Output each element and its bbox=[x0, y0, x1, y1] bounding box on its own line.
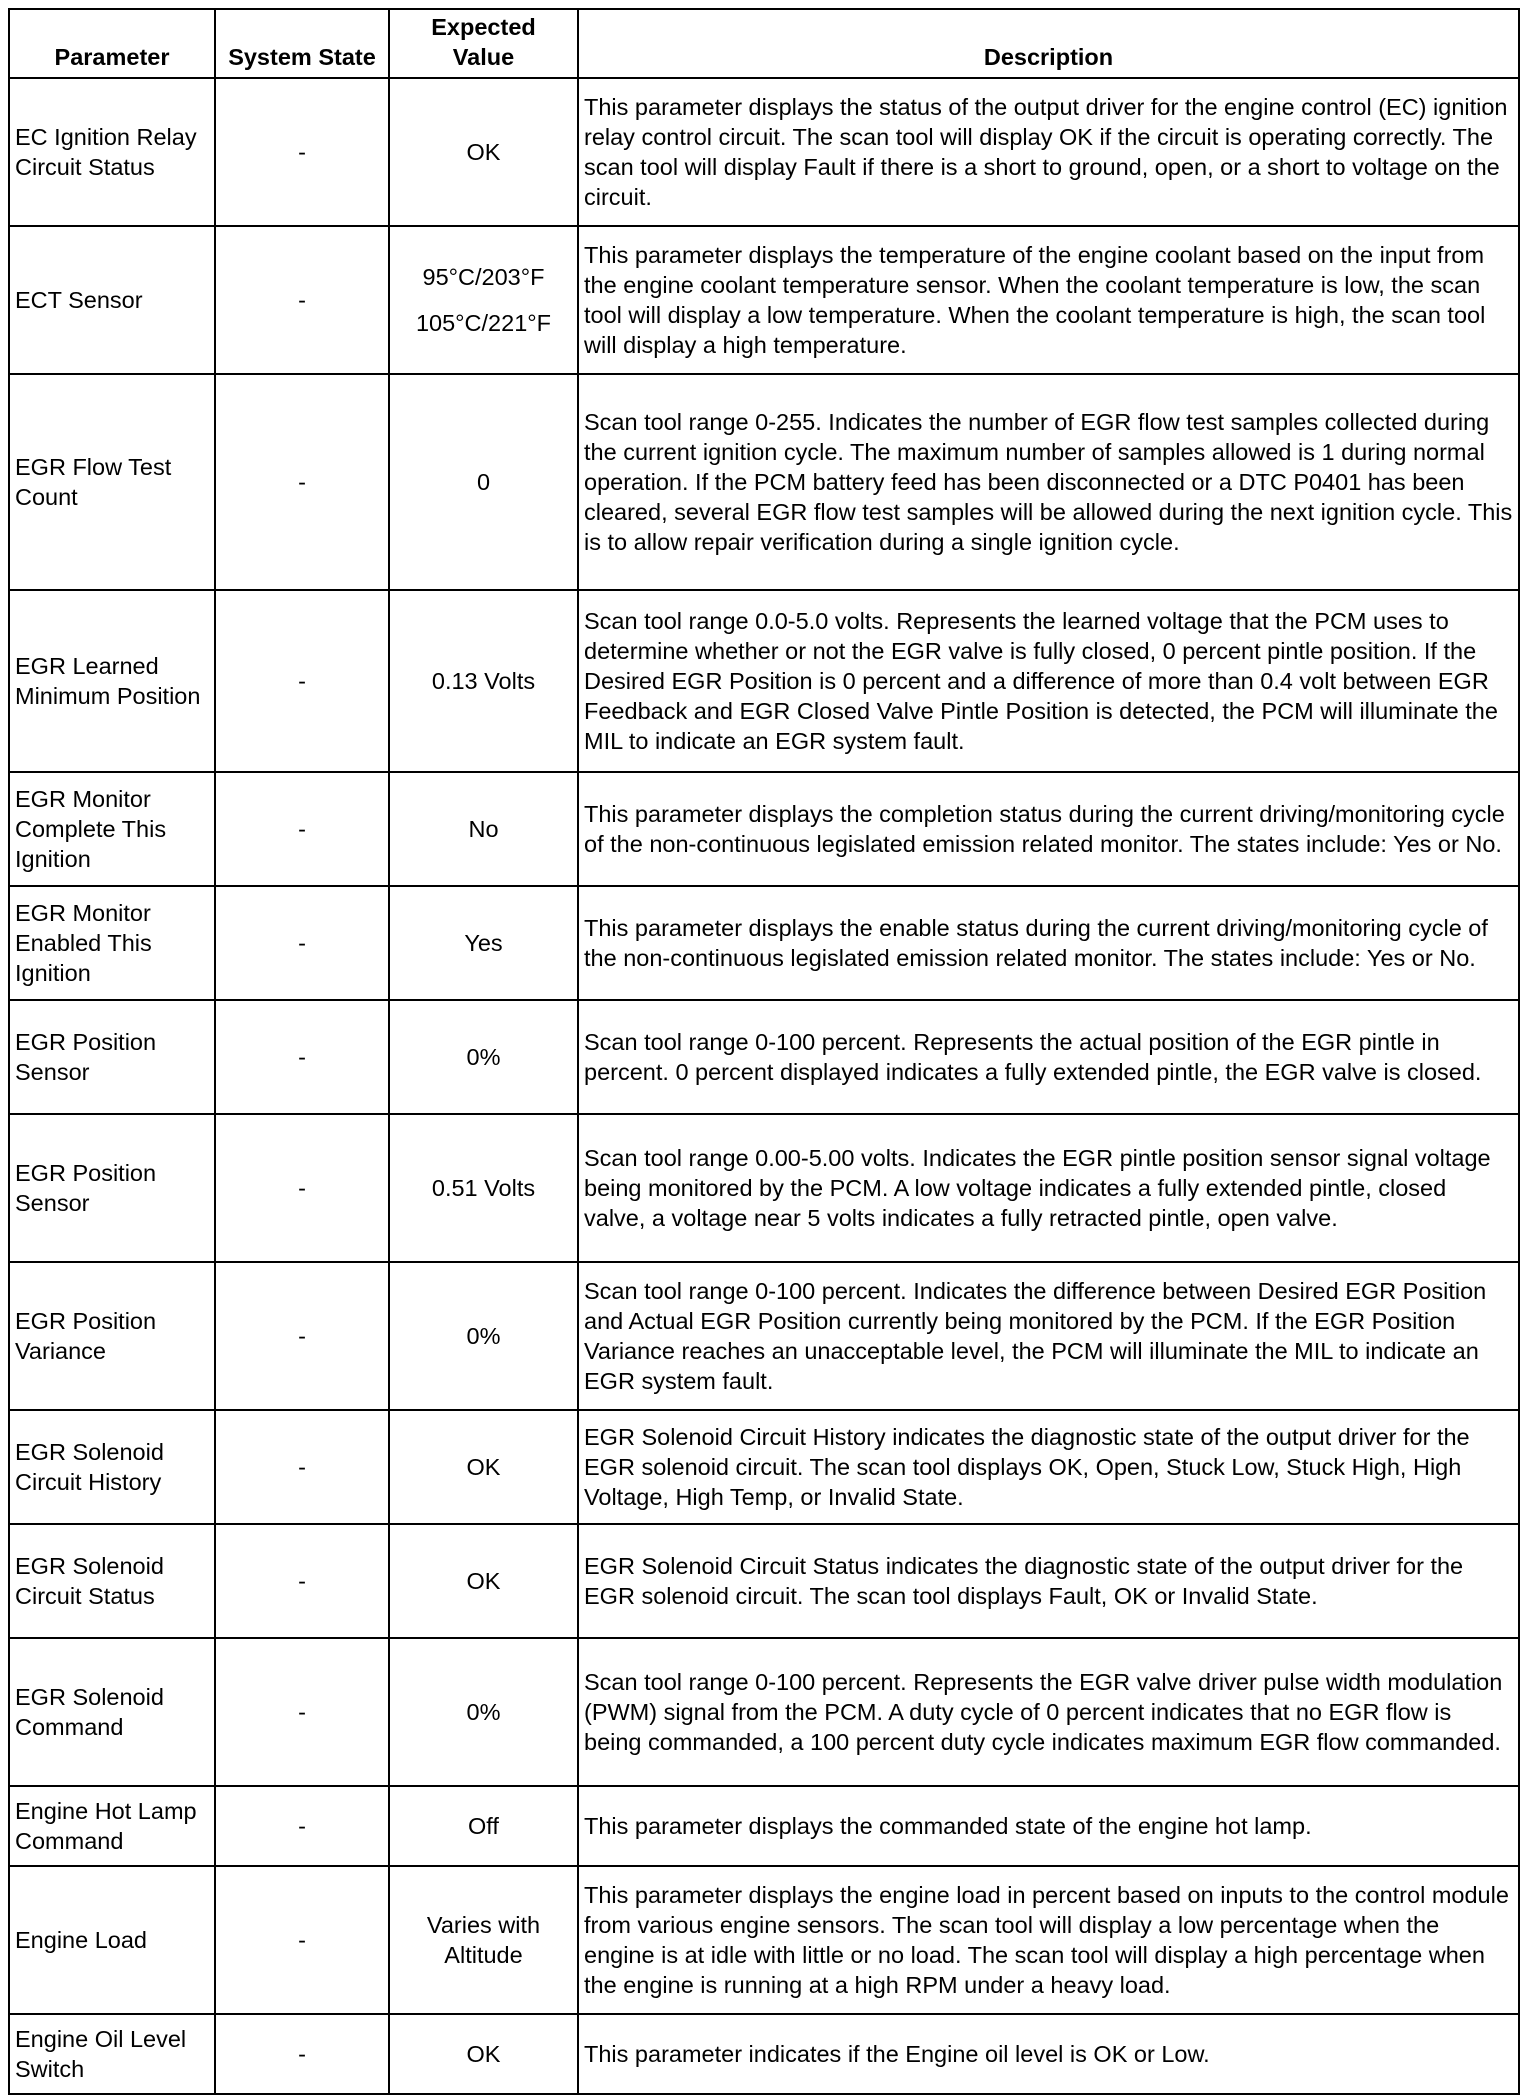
expected-value-line: Varies with Altitude bbox=[426, 1912, 541, 1968]
table-row bbox=[9, 772, 1519, 886]
cell-description: This parameter displays the temperature of the engine coolant based on the input from the engine coolant temperature sensor. When the coolant temperature is low, the scan tool will display a low temperature. When the coolant temperature is high, the scan tool will display a high temperature. bbox=[578, 226, 1519, 374]
cell-description: EGR Solenoid Circuit Status indicates the diagnostic state of the output driver for the EGR solenoid circuit. The scan tool displays Fault, OK or Invalid State. bbox=[578, 1524, 1519, 1638]
cell-parameter: EGR Position Sensor bbox=[9, 1114, 215, 1262]
cell-expected-value bbox=[389, 1000, 578, 1114]
table-row bbox=[9, 2014, 1519, 2094]
header-expected-value bbox=[389, 9, 578, 78]
cell-parameter: EGR Learned Minimum Position bbox=[9, 590, 215, 772]
cell-parameter: EGR Solenoid Command bbox=[9, 1638, 215, 1786]
cell-expected-value bbox=[389, 886, 578, 1000]
cell-expected-value bbox=[389, 1524, 578, 1638]
cell-description: This parameter displays the status of the output driver for the engine control (EC) ignition relay control circuit. The scan tool will display OK if the circuit is operating correctly. The scan tool will display Fault if there is a short to ground, open, or a short to voltage on the circuit. bbox=[578, 78, 1519, 226]
cell-parameter: EGR Monitor Complete This Ignition bbox=[9, 772, 215, 886]
cell-system-state: - bbox=[215, 78, 389, 226]
expected-value-line: Off bbox=[468, 1813, 499, 1839]
cell-system-state: - bbox=[215, 1262, 389, 1410]
cell-expected-value bbox=[389, 1114, 578, 1262]
expected-value-line: 0 bbox=[476, 469, 491, 495]
cell-expected-value bbox=[389, 1410, 578, 1524]
cell-expected-value bbox=[389, 2014, 578, 2094]
table-row bbox=[9, 226, 1519, 374]
table-row bbox=[9, 886, 1519, 1000]
cell-description: Scan tool range 0.00-5.00 volts. Indicates the EGR pintle position sensor signal voltage being monitored by the PCM. A low voltage indicates a fully extended pintle, closed valve, a voltage near 5 volts indicates a fully retracted pintle, open valve. bbox=[578, 1114, 1519, 1262]
table-body bbox=[9, 78, 1519, 2094]
expected-value-line: 0.51 Volts bbox=[431, 1175, 536, 1201]
cell-parameter: EGR Solenoid Circuit Status bbox=[9, 1524, 215, 1638]
cell-system-state: - bbox=[215, 1410, 389, 1524]
cell-system-state: - bbox=[215, 590, 389, 772]
table-row bbox=[9, 1524, 1519, 1638]
cell-description: This parameter displays the engine load in percent based on inputs to the control module from various engine sensors. The scan tool will display a low percentage when the engine is at idle with little or no load. The scan tool will display a high percentage when the engine is running at a high RPM under a heavy load. bbox=[578, 1866, 1519, 2014]
expected-value-line: OK bbox=[466, 1568, 501, 1594]
cell-parameter: EGR Flow Test Count bbox=[9, 374, 215, 590]
cell-parameter: EGR Position Sensor bbox=[9, 1000, 215, 1114]
table-row bbox=[9, 1262, 1519, 1410]
table-row bbox=[9, 1786, 1519, 1866]
cell-system-state: - bbox=[215, 1638, 389, 1786]
table-row bbox=[9, 590, 1519, 772]
expected-value-line: 0.13 Volts bbox=[431, 668, 536, 694]
cell-system-state: - bbox=[215, 1866, 389, 2014]
expected-value-line: 95°C/203°F bbox=[422, 264, 545, 290]
header-expected-line2: Value bbox=[452, 44, 515, 70]
expected-value-line: 0% bbox=[466, 1699, 501, 1725]
cell-description: Scan tool range 0-100 percent. Represents the actual position of the EGR pintle in percent. 0 percent displayed indicates a fully extended pintle, the EGR valve is closed. bbox=[578, 1000, 1519, 1114]
cell-description: EGR Solenoid Circuit History indicates the diagnostic state of the output driver for the EGR solenoid circuit. The scan tool displays OK, Open, Stuck Low, Stuck High, High Voltage, High Temp, or Invalid State. bbox=[578, 1410, 1519, 1524]
table-row bbox=[9, 1114, 1519, 1262]
expected-value-line: Yes bbox=[464, 930, 503, 956]
cell-description: This parameter displays the enable status during the current driving/monitoring cycle of the non-continuous legislated emission related monitor. The states include: Yes or No. bbox=[578, 886, 1519, 1000]
cell-parameter: EGR Monitor Enabled This Ignition bbox=[9, 886, 215, 1000]
cell-description: Scan tool range 0-255. Indicates the number of EGR flow test samples collected during the current ignition cycle. The maximum number of samples allowed is 1 during normal operation. If the PCM battery feed has been disconnected or a DTC P0401 has been cleared, several EGR flow test samples will be allowed during the next ignition cycle. This is to allow repair verification during a single ignition cycle. bbox=[578, 374, 1519, 590]
cell-parameter: Engine Load bbox=[9, 1866, 215, 2014]
cell-expected-value bbox=[389, 590, 578, 772]
page bbox=[8, 8, 1520, 2095]
cell-system-state: - bbox=[215, 374, 389, 590]
cell-expected-value bbox=[389, 1866, 578, 2014]
cell-parameter: Engine Oil Level Switch bbox=[9, 2014, 215, 2094]
cell-expected-value bbox=[389, 1638, 578, 1786]
table-header bbox=[9, 9, 1519, 78]
cell-description: Scan tool range 0-100 percent. Represents the EGR valve driver pulse width modulation (PWM) signal from the PCM. A duty cycle of 0 percent indicates that no EGR flow is being commanded, a 100 percent duty cycle indicates maximum EGR flow commanded. bbox=[578, 1638, 1519, 1786]
header-expected-line1: Expected bbox=[431, 14, 536, 40]
cell-system-state: - bbox=[215, 1786, 389, 1866]
table-row bbox=[9, 1000, 1519, 1114]
cell-description: Scan tool range 0-100 percent. Indicates the difference between Desired EGR Position and Actual EGR Position currently being monitored by the PCM. If the EGR Position Variance reaches an unacceptable level, the PCM will illuminate the MIL to indicate an EGR system fault. bbox=[578, 1262, 1519, 1410]
header-parameter: Parameter bbox=[9, 9, 215, 78]
cell-expected-value bbox=[389, 78, 578, 226]
expected-value-line: OK bbox=[466, 1454, 501, 1480]
table-row bbox=[9, 374, 1519, 590]
header-system-state: System State bbox=[215, 9, 389, 78]
cell-system-state: - bbox=[215, 1524, 389, 1638]
cell-system-state: - bbox=[215, 1114, 389, 1262]
cell-parameter: Engine Hot Lamp Command bbox=[9, 1786, 215, 1866]
table-row bbox=[9, 1866, 1519, 2014]
cell-system-state: - bbox=[215, 2014, 389, 2094]
cell-parameter: EGR Solenoid Circuit History bbox=[9, 1410, 215, 1524]
cell-system-state: - bbox=[215, 226, 389, 374]
expected-value-line: 0% bbox=[466, 1323, 501, 1349]
cell-description: Scan tool range 0.0-5.0 volts. Represents the learned voltage that the PCM uses to determine whether or not the EGR valve is fully closed, 0 percent pintle position. If the Desired EGR Position is 0 percent and a difference of more than 0.4 volt between EGR Feedback and EGR Closed Valve Pintle Position is detected, the PCM will illuminate the MIL to indicate an EGR system fault. bbox=[578, 590, 1519, 772]
cell-system-state: - bbox=[215, 772, 389, 886]
cell-expected-value bbox=[389, 1786, 578, 1866]
table-row bbox=[9, 78, 1519, 226]
expected-value-line: 0% bbox=[466, 1044, 501, 1070]
cell-description: This parameter displays the commanded state of the engine hot lamp. bbox=[578, 1786, 1519, 1866]
table-row bbox=[9, 1410, 1519, 1524]
cell-parameter: EC Ignition Relay Circuit Status bbox=[9, 78, 215, 226]
cell-expected-value bbox=[389, 1262, 578, 1410]
expected-value-line: OK bbox=[466, 139, 501, 165]
header-description: Description bbox=[578, 9, 1519, 78]
expected-value-line: No bbox=[468, 816, 499, 842]
cell-description: This parameter indicates if the Engine oil level is OK or Low. bbox=[578, 2014, 1519, 2094]
cell-parameter: ECT Sensor bbox=[9, 226, 215, 374]
header-row bbox=[9, 9, 1519, 78]
cell-expected-value bbox=[389, 374, 578, 590]
parameter-table bbox=[8, 8, 1520, 2095]
cell-expected-value bbox=[389, 772, 578, 886]
table-row bbox=[9, 1638, 1519, 1786]
cell-description: This parameter displays the completion status during the current driving/monitoring cycle of the non-continuous legislated emission related monitor. The states include: Yes or No. bbox=[578, 772, 1519, 886]
expected-value-line: 105°C/221°F bbox=[415, 310, 552, 336]
cell-system-state: - bbox=[215, 886, 389, 1000]
cell-parameter: EGR Position Variance bbox=[9, 1262, 215, 1410]
cell-expected-value bbox=[389, 226, 578, 374]
expected-value-line: OK bbox=[466, 2041, 501, 2067]
cell-system-state: - bbox=[215, 1000, 389, 1114]
